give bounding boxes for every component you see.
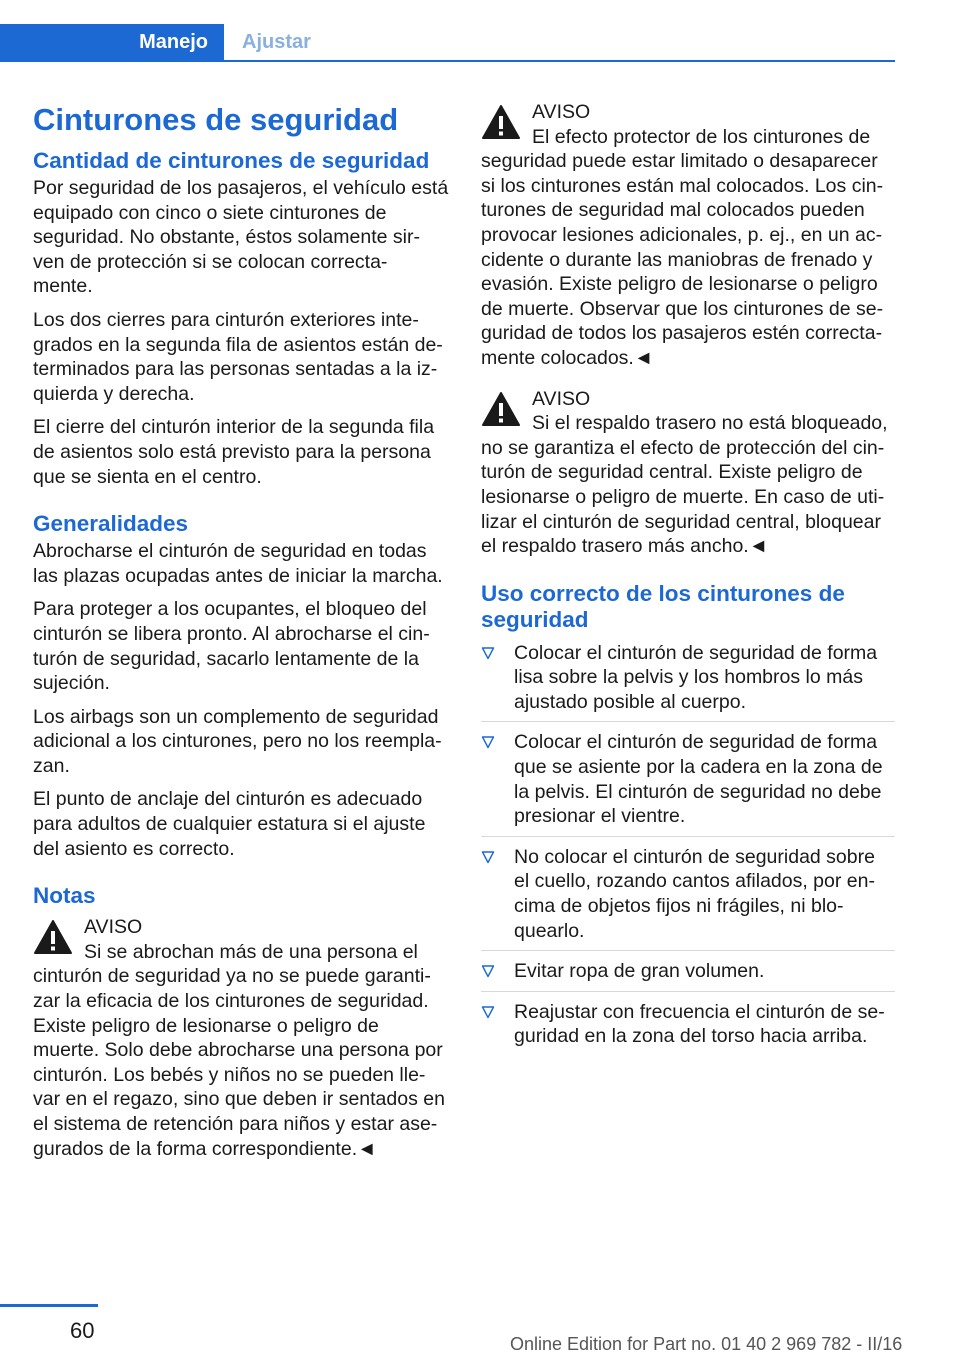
paragraph: Para proteger a los ocupantes, el bloqueo del cinturón se libera pronto. Al abrocharse el cin‐ turón de seguridad, sacarlo lentamente de la sujeción. <box>33 598 430 695</box>
section-heading-generalidades: Generalidades <box>33 511 189 537</box>
paragraph: El cierre del cinturón interior de la segunda fila de asientos solo está previsto para la persona que se sienta en el centro. <box>33 416 435 488</box>
list-item <box>481 845 895 951</box>
tab-manejo[interactable] <box>0 24 224 62</box>
paragraph: Por seguridad de los pasajeros, el vehículo está equipado con cinco o siete cinturones de seguridad. No obstante, éstos solamente sir‐ ven de protección si se colocan correcta‐ mente. <box>33 177 449 298</box>
right-column <box>481 100 895 1064</box>
warning-label: AVISO <box>84 916 143 939</box>
triangle-bullet-icon <box>481 735 495 749</box>
list-item <box>481 730 895 836</box>
list-item-text: Colocar el cinturón de seguridad de forma lisa sobre la pelvis y los hombros lo más ajustado posible al cuerpo. <box>514 641 878 713</box>
list-item-text: Evitar ropa de gran volumen. <box>514 960 765 983</box>
list-item <box>481 1000 895 1056</box>
warning-triangle-icon <box>481 104 521 140</box>
warning-text: El efecto protector de los cinturones de seguridad puede estar limitado o desaparecer si los cinturones están mal colocados. Los cin‐ turones de seguridad mal colocados pueden provocar lesiones adicionales, p. ej., en un ac‐ cidente o durante las maniobras de frenado y evasión. Existe peligro de lesionarse o peligro de muerte. Observar que los cinturones de se‐ guridad de todos los pasajeros estén correcta‐ mente colocados.◄ <box>481 125 884 369</box>
edition-text: Online Edition for Part no. 01 40 2 969 782 - II/16 <box>510 1334 903 1354</box>
warning-text: Si el respaldo trasero no está bloqueado, no se garantiza el efecto de protección del cin‐ turón de seguridad central. Existe peligro de lesionarse o peligro de muerte. En caso de uti‐ lizar el cinturón de seguridad central, bloquear el respaldo trasero más ancho.◄ <box>481 412 888 558</box>
triangle-bullet-icon <box>481 1005 495 1019</box>
page-number: 60 <box>70 1318 95 1343</box>
triangle-bullet-icon <box>481 646 495 660</box>
warning-text: Si se abrochan más de una persona el cinturón de seguridad ya no se puede garanti‐ zar la eficacia de los cinturones de seguridad. Existe peligro de lesionarse o peligro de muerte. Solo debe abrocharse una persona por cinturón. Los bebés y niños no se pueden lle‐ var en el regazo, sino que deben ir sentados en el sistema de retención para niños y estar ase‐ gurados de la forma correspondiente.◄ <box>33 940 445 1160</box>
bullet-list <box>481 641 895 1056</box>
section-heading-uso-correcto: Uso correcto de los cinturones de seguridad <box>481 580 845 632</box>
list-item-text: Colocar el cinturón de seguridad de forma que se asiente por la cadera en la zona de la pelvis. El cinturón de seguridad no debe presionar el vientre. <box>514 731 883 828</box>
warning-block <box>481 100 895 371</box>
warning-label: AVISO <box>532 387 591 410</box>
tab-manejo-label: Manejo <box>139 31 208 53</box>
triangle-bullet-icon <box>481 964 495 978</box>
paragraph: Los airbags son un complemento de seguridad adicional a los cinturones, pero no los reempla‐ zan. <box>33 705 442 777</box>
warning-label: AVISO <box>532 101 591 123</box>
list-item-text: No colocar el cinturón de seguridad sobre el cuello, rozando cantos afilados, por en‐ cima de objetos fijos ni frágiles, ni blo‐ quearlo. <box>514 845 875 942</box>
footer-divider <box>0 1304 98 1307</box>
list-item <box>481 641 895 723</box>
paragraph: Los dos cierres para cinturón exteriores inte‐ grados en la segunda fila de asientos están de‐ terminados para las personas sentadas a la iz‐ quierda y derecha. <box>33 308 443 405</box>
warning-block <box>33 915 449 1161</box>
header-divider <box>0 60 895 62</box>
section-heading-notas: Notas <box>33 883 96 909</box>
list-item <box>481 959 895 992</box>
warning-triangle-icon <box>33 919 73 955</box>
header-bar <box>0 0 960 64</box>
warning-triangle-icon <box>481 391 521 427</box>
page-title: Cinturones de seguridad <box>33 102 399 137</box>
tab-ajustar-label: Ajustar <box>242 31 311 53</box>
paragraph: Abrocharse el cinturón de seguridad en todas las plazas ocupadas antes de iniciar la marcha. <box>33 540 443 587</box>
paragraph: El punto de anclaje del cinturón es adecuado para adultos de cualquier estatura si el ajuste del asiento es correcto. <box>33 788 426 860</box>
list-item-text: Reajustar con frecuencia el cinturón de se‐ guridad en la zona del torso hacia arriba. <box>514 1000 885 1048</box>
warning-block <box>481 387 895 559</box>
section-heading-cantidad: Cantidad de cinturones de seguridad <box>33 148 430 173</box>
left-column <box>33 100 449 1171</box>
tab-ajustar[interactable] <box>224 24 334 62</box>
triangle-bullet-icon <box>481 850 495 864</box>
